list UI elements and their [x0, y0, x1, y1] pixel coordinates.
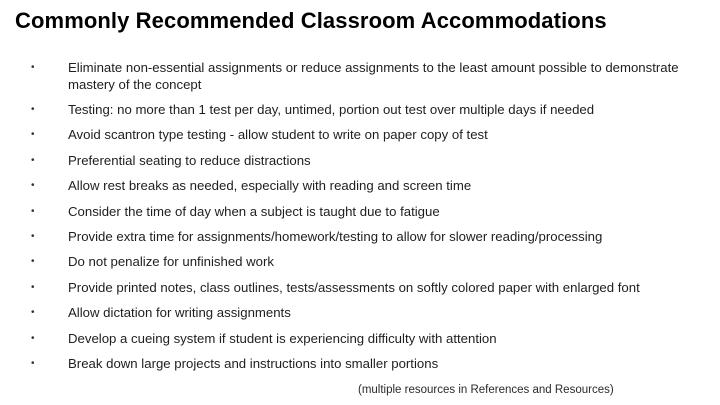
- list-item: [0, 279, 720, 296]
- list-item-text: Avoid scantron type testing - allow student to write on paper copy of test: [68, 127, 488, 143]
- list-item: [0, 126, 720, 143]
- list-item-text: Eliminate non-essential assignments or reduce assignments to the least amount possible to demonstrate mastery of the concept: [68, 60, 679, 92]
- list-item: [0, 228, 720, 245]
- list-item-text: Allow dictation for writing assignments: [68, 305, 291, 321]
- bullet-icon: •: [31, 281, 35, 293]
- list-item: [0, 177, 720, 194]
- bullet-icon: •: [31, 104, 35, 115]
- bullet-icon: •: [31, 230, 35, 242]
- list-item-text: Preferential seating to reduce distractions: [68, 152, 311, 168]
- list-item: [0, 304, 720, 321]
- bullet-icon: •: [31, 357, 35, 369]
- bullet-icon: •: [31, 332, 35, 344]
- list-item: [0, 203, 720, 220]
- list-item: [0, 253, 720, 270]
- list-item-text: Testing: no more than 1 test per day, untimed, portion out test over multiple days if needed: [68, 102, 595, 117]
- list-item: [0, 330, 720, 347]
- list-item-text: Consider the time of day when a subject is taught due to fatigue: [68, 203, 440, 219]
- bullet-icon: •: [31, 129, 35, 141]
- list-item: [0, 101, 720, 118]
- bullet-icon: •: [31, 180, 35, 192]
- list-item-text: Provide printed notes, class outlines, tests/assessments on softly colored paper with enlarged font: [68, 279, 640, 295]
- list-item-text: Develop a cueing system if student is experiencing difficulty with attention: [68, 330, 497, 346]
- accommodations-list: [0, 59, 720, 380]
- list-item-text: Do not penalize for unfinished work: [68, 254, 274, 270]
- source-footnote: (multiple resources in References and Resources): [358, 384, 614, 396]
- list-item: [0, 59, 720, 93]
- slide-title: Commonly Recommended Classroom Accommodations: [15, 8, 607, 33]
- bullet-icon: •: [31, 307, 35, 319]
- bullet-icon: •: [31, 154, 35, 166]
- list-item: [0, 355, 720, 372]
- list-item-text: Provide extra time for assignments/homework/testing to allow for slower reading/processing: [68, 228, 603, 244]
- bullet-icon: •: [31, 62, 35, 73]
- bullet-icon: •: [31, 256, 35, 268]
- list-item: [0, 152, 720, 169]
- bullet-icon: •: [31, 205, 35, 217]
- list-item-text: Break down large projects and instructions into smaller portions: [68, 355, 439, 371]
- list-item-text: Allow rest breaks as needed, especially with reading and screen time: [68, 178, 472, 194]
